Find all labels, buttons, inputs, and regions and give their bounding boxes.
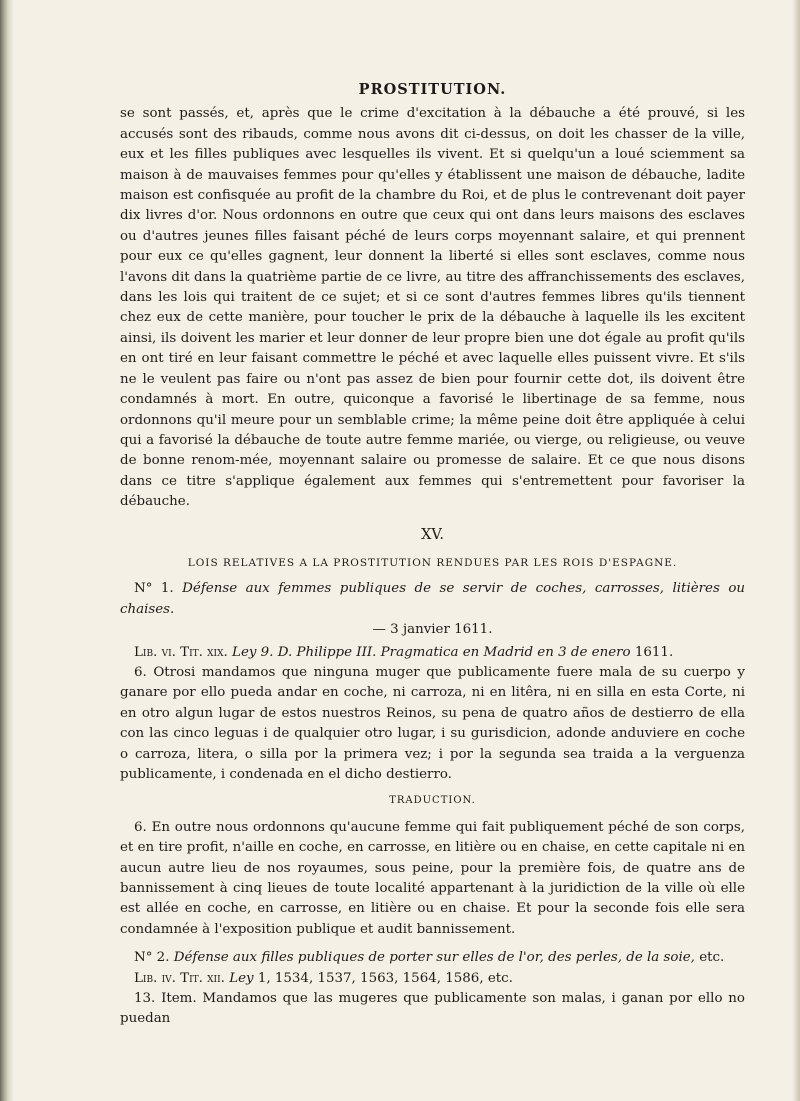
page-edge-right <box>792 0 800 1101</box>
item1-date: — 3 janvier 1611. <box>372 622 493 638</box>
document-page <box>120 80 745 1030</box>
item1-number: N° 1. <box>134 581 174 597</box>
item1-french-text: 6. En outre nous ordonnons qu'aucune femme qui fait publiquement péché de son corps, et en tire profit, n'aille en coche, en carrosse, en litière ou en chaise, en cette capitale ni en aucun autre lieu de nos royaumes, sous peine, pour la première fois, de quatre ans de bannissement à cinq lieues de toute localité appartenant à la juridiction de la ville où elle est allée en coche, en carrosse, en litière ou en chaise. Et pour la seconde fois elle sera condamnée à l'exposition publique et audit bannissement. <box>120 819 745 937</box>
page-edge-left <box>0 0 14 1101</box>
item2-ref-suffix: 1, 1534, 1537, 1563, 1564, 1586, etc. <box>257 970 513 986</box>
item1-reference <box>120 643 745 663</box>
running-header: PROSTITUTION. <box>358 81 507 98</box>
item1-spanish-text: 6. Otrosi mandamos que ninguna muger que publicamente fuere mala de su cuerpo y ganare por ello pueda andar en coche, ni carroza, ni en litêra, ni en silla en esta Corte, ni en otro algun lugar de estos nuestros Reinos, su pena de quatro años de destierro de ella con las cinco leguas i de qualquier otro lugar, i su gurisdicion, adonde anduviere en coche o carroza, litera, o silla por la primera vez; i por la segunda sea traida a la verguenza publicamente, i condenada en el dicho destierro. <box>120 664 745 782</box>
traduction-label: TRADUCTION. <box>389 795 476 807</box>
item1-title: Défense aux femmes publiques de se servir de coches, carrosses, litières ou chaises. <box>120 581 746 617</box>
item1-heading <box>120 579 745 620</box>
item1-ref-prefix: Lib. vi. Tit. xix. <box>134 644 228 660</box>
item2-reference <box>120 969 745 989</box>
item2-number: N° 2. <box>134 950 170 966</box>
item1-ref-italic: Ley 9. D. Philippe III. Pragmatica en Madrid en 3 de enero <box>232 644 631 660</box>
item2-text: 13. Item. Mandamos que las mugeres que publicamente son malas, i ganan por ello no puedan <box>120 991 745 1027</box>
item2-title: Défense aux filles publiques de porter sur elles de l'or, des perles, de la soie, <box>173 950 695 966</box>
paragraph-continuation: se sont passés, et, après que le crime d'excitation à la débauche a été prouvé, si les accusés sont des ribauds, comme nous avons dit ci-dessus, on doit les chasser de la ville, eux et les filles publiques avec lesquelles ils vivent. Et si quelqu'un a loué sciemment sa maison à de mauvaises femmes pour qu'elles y établissent une maison de débauche, ladite maison est confisquée au profit de la chambre du Roi, et de plus le contrevenant doit payer dix livres d'or. Nous ordonnons en outre que ceux qui ont dans leurs maisons des esclaves ou d'autres jeunes filles faisant péché de leurs corps moyennant salaire, et qui prennent pour eux ce qu'elles gagnent, leur donnent la liberté si elles sont esclaves, comme nous l'avons dit dans la quatrième partie de ce livre, au titre des affranchissements des esclaves, dans les lois qui traitent de ce sujet; et si ce sont d'autres femmes libres qu'ils tiennent chez eux de cette manière, pour toucher le prix de la débauche à laquelle ils les excitent ainsi, ils doivent les marier et leur donner de leur propre bien une dot égale au profit qu'ils en ont tiré en leur faisant commettre le péché et avec laquelle elles puissent vivre. Et s'ils ne le veulent pas faire ou n'ont pas assez de bien pour fournir cette dot, ils doivent être condamnés à mort. En outre, quiconque a favorisé le libertinage de sa femme, nous ordonnons qu'il meure pour un semblable crime; la même peine doit être appliquée à celui qui a favorisé la débauche de toute autre femme mariée, ou vierge, ou religieuse, ou veuve de bonne renom-mée, moyennant salaire ou promesse de salaire. Et ce que nous disons dans ce titre s'applique également aux femmes qui s'entremettent pour favoriser la débauche. <box>120 106 745 510</box>
item2-title-suffix: etc. <box>699 950 725 966</box>
item2-heading <box>120 948 745 968</box>
item2-ref-italic: Ley <box>229 970 254 986</box>
section-title: LOIS RELATIVES A LA PROSTITUTION RENDUES PAR LES ROIS D'ESPAGNE. <box>187 556 678 569</box>
section-number: XV. <box>421 526 444 543</box>
item2-ref-prefix: Lib. iv. Tit. xii. <box>134 970 225 986</box>
item1-ref-suffix: 1611. <box>634 644 674 660</box>
